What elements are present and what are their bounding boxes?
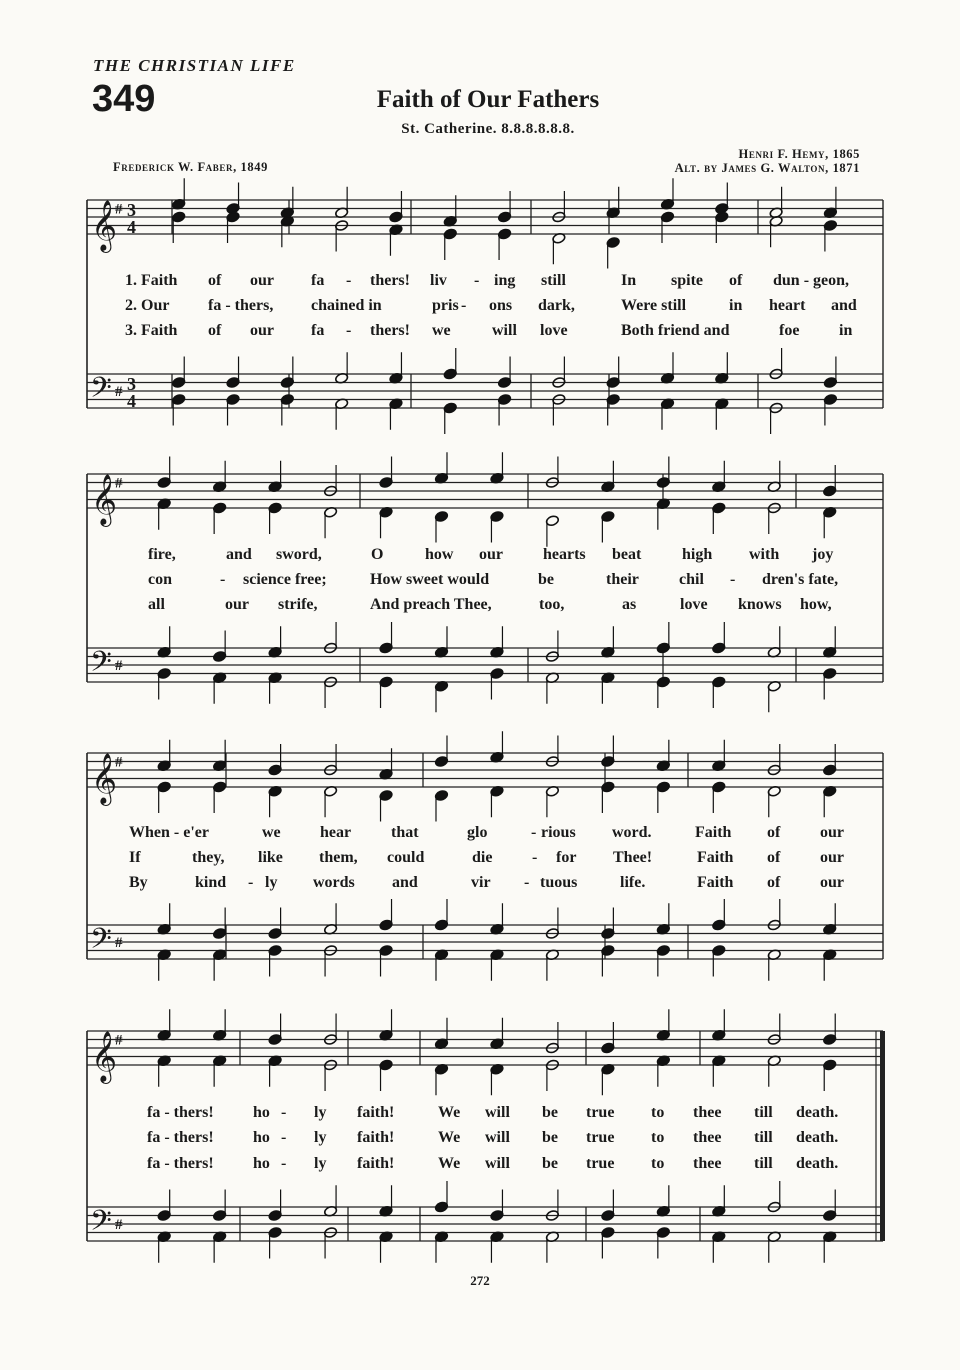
lyric-syllable: be bbox=[542, 1129, 558, 1146]
lyric-syllable: in bbox=[839, 322, 853, 339]
lyric-syllable: them, bbox=[319, 849, 358, 866]
lyric-syllable: spite bbox=[671, 272, 703, 289]
lyric-syllable: We bbox=[438, 1129, 461, 1146]
lyric-syllable: knows bbox=[738, 596, 782, 613]
lyric-syllable: and bbox=[392, 874, 418, 891]
lyric-syllable: fa - thers! bbox=[147, 1104, 214, 1121]
lyric-syllable: ons bbox=[489, 297, 513, 314]
lyric-syllable: be bbox=[538, 571, 554, 588]
lyric-syllable: for bbox=[556, 849, 577, 866]
lyric-syllable: and bbox=[831, 297, 857, 314]
lyric-syllable: could bbox=[387, 849, 425, 866]
time-signature-top: 3 bbox=[127, 374, 136, 394]
lyric-syllable: with bbox=[749, 546, 780, 563]
lyric-syllable: sword, bbox=[276, 546, 322, 563]
lyric-syllable: vir bbox=[471, 874, 491, 891]
lyric-syllable: rious bbox=[541, 824, 576, 841]
lyric-syllable: till bbox=[754, 1129, 773, 1146]
lyric-syllable: joy bbox=[812, 546, 834, 563]
lyric-syllable: faith! bbox=[357, 1104, 395, 1121]
final-barline bbox=[880, 1031, 885, 1241]
page-number: 272 bbox=[470, 1273, 490, 1288]
lyric-syllable: fa bbox=[311, 272, 325, 289]
sharp-key-signature-icon: # bbox=[115, 754, 123, 771]
time-signature-bottom: 4 bbox=[127, 391, 136, 411]
lyric-syllable: con bbox=[148, 571, 172, 588]
lyric-syllable: thee bbox=[693, 1129, 722, 1146]
lyric-syllable: our bbox=[250, 322, 274, 339]
lyric-syllable: If bbox=[129, 849, 141, 866]
author-credit: Frederick W. Faber, 1849 bbox=[113, 160, 268, 174]
lyric-syllable: still bbox=[541, 272, 566, 289]
lyric-syllable: our bbox=[820, 849, 844, 866]
lyric-syllable: strife, bbox=[278, 596, 318, 613]
lyric-syllable: Faith bbox=[695, 824, 732, 841]
lyric-syllable: - bbox=[248, 874, 254, 891]
lyric-syllable: will bbox=[485, 1104, 510, 1121]
lyric-syllable: of bbox=[208, 272, 222, 289]
lyric-syllable: heart bbox=[769, 297, 806, 314]
treble-clef-icon: 𝄞 bbox=[91, 1031, 118, 1082]
lyric-syllable: as bbox=[622, 596, 637, 613]
lyric-syllable: till bbox=[754, 1104, 773, 1121]
lyric-syllable: ing bbox=[494, 272, 516, 289]
lyric-syllable: true bbox=[586, 1155, 615, 1172]
treble-clef-icon: 𝄞 bbox=[91, 200, 118, 251]
lyric-syllable: - bbox=[281, 1129, 287, 1146]
lyric-syllable: O bbox=[371, 546, 384, 563]
lyric-syllable: And preach Thee, bbox=[370, 596, 492, 613]
sharp-key-signature-icon: # bbox=[115, 935, 123, 951]
bass-clef-icon: 𝄢 bbox=[90, 922, 112, 963]
lyric-syllable: their bbox=[606, 571, 639, 588]
sharp-key-signature-icon: # bbox=[115, 1217, 123, 1233]
lyric-syllable: - bbox=[531, 824, 537, 841]
lyric-syllable: to bbox=[651, 1104, 665, 1121]
lyric-syllable: our bbox=[820, 824, 844, 841]
lyric-syllable: of bbox=[729, 272, 743, 289]
lyric-syllable: love bbox=[680, 596, 708, 613]
lyric-syllable: ly bbox=[314, 1155, 327, 1172]
bass-clef-icon: 𝄢 bbox=[90, 1204, 112, 1245]
lyric-syllable: - bbox=[474, 272, 480, 289]
lyric-syllable: - bbox=[532, 849, 538, 866]
lyric-syllable: and bbox=[226, 546, 252, 563]
lyric-syllable: ho bbox=[253, 1104, 270, 1121]
tune-name: St. Catherine. 8.8.8.8.8.8. bbox=[401, 121, 575, 137]
lyric-syllable: true bbox=[586, 1104, 615, 1121]
lyric-syllable: chained in bbox=[311, 297, 382, 314]
lyric-syllable: Thee! bbox=[613, 849, 653, 866]
lyric-syllable: pris bbox=[432, 297, 459, 314]
lyric-syllable: love bbox=[540, 322, 568, 339]
lyric-syllable: We bbox=[438, 1155, 461, 1172]
lyric-syllable: chil bbox=[679, 571, 704, 588]
lyric-syllable: - bbox=[281, 1155, 287, 1172]
bass-clef-icon: 𝄢 bbox=[90, 645, 112, 686]
lyric-syllable: liv bbox=[430, 272, 447, 289]
lyric-syllable: Were still bbox=[621, 297, 687, 314]
lyric-syllable: 2. Our bbox=[125, 297, 170, 314]
lyric-syllable: true bbox=[586, 1129, 615, 1146]
lyric-syllable: foe bbox=[779, 322, 800, 339]
lyric-syllable: we bbox=[262, 824, 281, 841]
lyric-syllable: faith! bbox=[357, 1155, 395, 1172]
lyric-syllable: to bbox=[651, 1155, 665, 1172]
lyric-syllable: our bbox=[250, 272, 274, 289]
lyric-syllable: fa bbox=[311, 322, 325, 339]
lyric-syllable: will bbox=[492, 322, 517, 339]
hymn-number: 349 bbox=[92, 78, 156, 120]
sharp-key-signature-icon: # bbox=[115, 475, 123, 492]
lyric-syllable: we bbox=[432, 322, 451, 339]
lyric-syllable: all bbox=[148, 596, 165, 613]
lyric-syllable: 3. Faith bbox=[125, 322, 178, 339]
lyric-syllable: fa - thers, bbox=[208, 297, 274, 314]
lyric-syllable: fire, bbox=[148, 546, 176, 563]
lyric-syllable: our bbox=[479, 546, 503, 563]
lyric-syllable: When - e'er bbox=[129, 824, 209, 841]
sharp-key-signature-icon: # bbox=[115, 201, 123, 218]
lyric-syllable: fa - thers! bbox=[147, 1129, 214, 1146]
lyric-syllable: Both friend and bbox=[621, 322, 730, 339]
lyric-syllable: glo bbox=[467, 824, 488, 841]
lyric-syllable: In bbox=[621, 272, 637, 289]
time-signature-bottom: 4 bbox=[127, 217, 136, 237]
lyric-syllable: of bbox=[767, 874, 781, 891]
lyric-syllable: - bbox=[281, 1104, 287, 1121]
lyric-syllable: beat bbox=[612, 546, 642, 563]
lyric-syllable: - bbox=[461, 297, 467, 314]
lyric-syllable: dark, bbox=[538, 297, 575, 314]
lyric-syllable: will bbox=[485, 1129, 510, 1146]
treble-clef-icon: 𝄞 bbox=[91, 753, 118, 804]
time-signature-top: 3 bbox=[127, 200, 136, 220]
lyric-syllable: in bbox=[729, 297, 743, 314]
lyric-syllable: ly bbox=[314, 1104, 327, 1121]
lyric-syllable: fa - thers! bbox=[147, 1155, 214, 1172]
lyric-syllable: We bbox=[438, 1104, 461, 1121]
lyric-syllable: our bbox=[225, 596, 249, 613]
section-heading: THE CHRISTIAN LIFE bbox=[93, 56, 296, 75]
lyric-syllable: how, bbox=[800, 596, 832, 613]
sharp-key-signature-icon: # bbox=[115, 658, 123, 674]
lyric-syllable: thers! bbox=[370, 322, 410, 339]
lyric-syllable: how bbox=[425, 546, 454, 563]
lyric-syllable: that bbox=[391, 824, 419, 841]
bass-clef-icon: 𝄢 bbox=[90, 371, 112, 412]
lyric-syllable: till bbox=[754, 1155, 773, 1172]
lyric-syllable: thee bbox=[693, 1155, 722, 1172]
lyric-syllable: death. bbox=[796, 1129, 839, 1146]
arranger-credit: Alt. by James G. Walton, 1871 bbox=[674, 161, 860, 175]
lyric-syllable: thers! bbox=[370, 272, 410, 289]
lyric-syllable: our bbox=[820, 874, 844, 891]
lyric-syllable: faith! bbox=[357, 1129, 395, 1146]
lyric-syllable: - bbox=[346, 322, 352, 339]
lyric-syllable: ho bbox=[253, 1129, 270, 1146]
lyric-syllable: life. bbox=[620, 874, 646, 891]
lyric-syllable: be bbox=[542, 1155, 558, 1172]
sharp-key-signature-icon: # bbox=[115, 384, 123, 400]
lyric-syllable: dren's fate, bbox=[762, 571, 839, 588]
lyric-syllable: word. bbox=[612, 824, 652, 841]
composer-credit: Henri F. Hemy, 1865 bbox=[738, 147, 860, 161]
lyric-syllable: hear bbox=[320, 824, 352, 841]
lyric-syllable: of bbox=[767, 824, 781, 841]
lyric-syllable: like bbox=[258, 849, 283, 866]
lyric-syllable: they, bbox=[192, 849, 225, 866]
lyric-syllable: thee bbox=[693, 1104, 722, 1121]
lyric-syllable: death. bbox=[796, 1104, 839, 1121]
lyric-syllable: of bbox=[208, 322, 222, 339]
lyric-syllable: too, bbox=[539, 596, 565, 613]
lyric-syllable: ly bbox=[265, 874, 278, 891]
lyric-syllable: - bbox=[730, 571, 736, 588]
sharp-key-signature-icon: # bbox=[115, 1032, 123, 1049]
hymn-title: Faith of Our Fathers bbox=[376, 86, 600, 113]
lyric-syllable: high bbox=[682, 546, 713, 563]
lyric-syllable: - bbox=[524, 874, 530, 891]
lyric-syllable: of bbox=[767, 849, 781, 866]
lyric-syllable: How sweet would bbox=[370, 571, 490, 588]
lyric-syllable: 1. Faith bbox=[125, 272, 178, 289]
lyric-syllable: will bbox=[485, 1155, 510, 1172]
lyric-syllable: - bbox=[220, 571, 226, 588]
lyric-syllable: dun - geon, bbox=[773, 272, 850, 289]
lyric-syllable: be bbox=[542, 1104, 558, 1121]
lyric-syllable: science free; bbox=[243, 571, 327, 588]
lyric-syllable: By bbox=[129, 874, 148, 891]
lyric-syllable: ly bbox=[314, 1129, 327, 1146]
lyric-syllable: Faith bbox=[697, 874, 734, 891]
lyric-syllable: words bbox=[313, 874, 355, 891]
lyric-syllable: hearts bbox=[543, 546, 586, 563]
lyric-syllable: to bbox=[651, 1129, 665, 1146]
lyric-syllable: - bbox=[346, 272, 352, 289]
lyric-syllable: die bbox=[472, 849, 493, 866]
lyric-syllable: kind bbox=[195, 874, 227, 891]
lyric-syllable: death. bbox=[796, 1155, 839, 1172]
treble-clef-icon: 𝄞 bbox=[91, 474, 118, 525]
lyric-syllable: ho bbox=[253, 1155, 270, 1172]
lyric-syllable: tuous bbox=[540, 874, 578, 891]
lyric-syllable: Faith bbox=[697, 849, 734, 866]
